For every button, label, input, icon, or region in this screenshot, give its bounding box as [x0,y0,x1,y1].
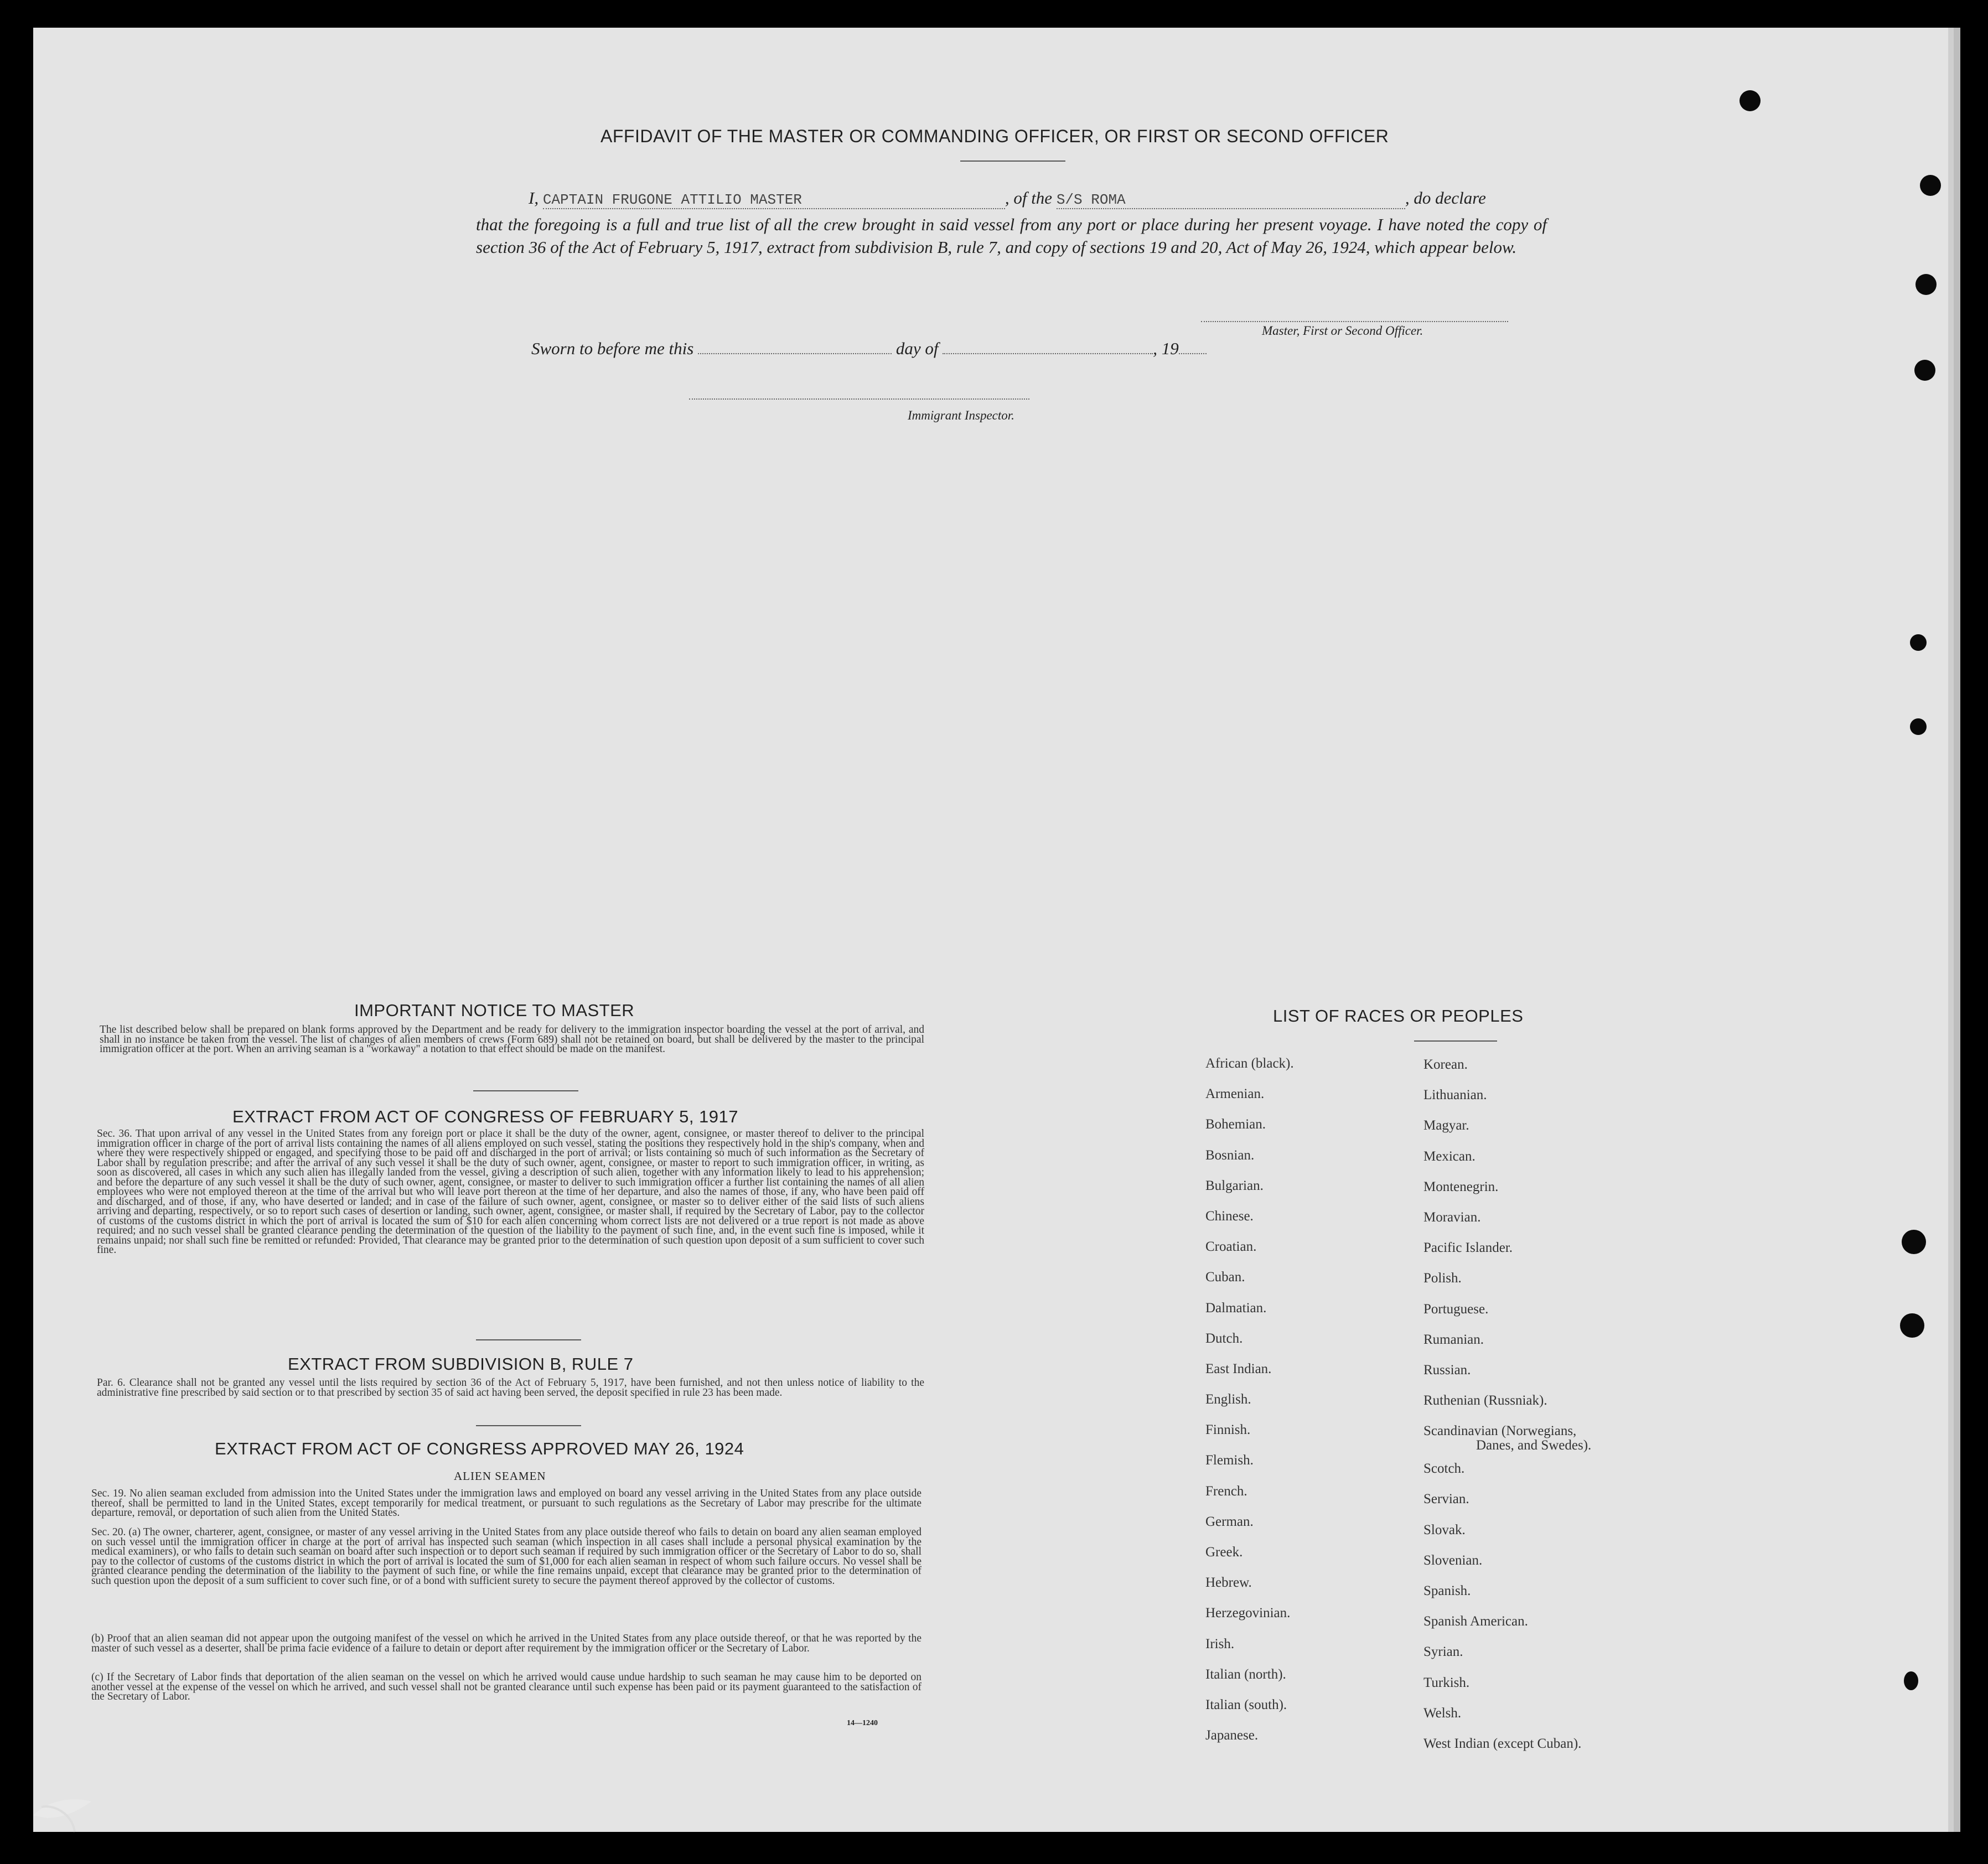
day-of-label: day of [895,339,939,358]
inspector-line[interactable] [689,398,1029,400]
race-item: Japanese. [1205,1728,1259,1743]
binder-hole [1910,634,1927,651]
races-title: LIST OF RACES OR PEOPLES [1273,1006,1524,1026]
do-declare-label: , do declare [1405,188,1486,208]
binder-hole [1915,274,1937,295]
race-item: Danes, and Swedes). [1476,1438,1592,1453]
vessel-name-field[interactable]: S/S ROMA [1057,191,1405,209]
race-item: Korean. [1423,1057,1468,1072]
race-item: Hebrew. [1205,1575,1252,1591]
race-item: German. [1205,1514,1254,1529]
race-item: Mexican. [1423,1148,1476,1164]
affidavit-title: AFFIDAVIT OF THE MASTER OR COMMANDING OFFICER, OR FIRST OR SECOND OFFICER [600,126,1389,146]
scan-artifact [25,1763,119,1840]
race-item: Slovenian. [1423,1552,1483,1568]
race-item: Flemish. [1205,1453,1254,1468]
race-item: English. [1205,1392,1251,1407]
race-item: Moravian. [1423,1209,1481,1225]
binder-hole [1914,360,1935,381]
binder-hole [1900,1313,1924,1338]
race-item: Bulgarian. [1205,1178,1264,1193]
race-item: West Indian (except Cuban). [1423,1736,1582,1751]
notice-title: IMPORTANT NOTICE TO MASTER [354,1001,635,1020]
sworn-day-field[interactable] [698,353,892,354]
master-name-field[interactable]: CAPTAIN FRUGONE ATTILIO MASTER [543,191,1005,209]
extract-1917-title: EXTRACT FROM ACT OF CONGRESS OF FEBRUARY 5, 1917 [232,1107,739,1126]
affidavit-line1 [529,188,1552,209]
race-item: Irish. [1205,1636,1235,1651]
races-right-column [1423,1057,1591,1767]
race-item: African (black). [1205,1056,1294,1071]
binder-hole [1902,1230,1926,1254]
race-item: Bohemian. [1205,1117,1266,1132]
section-rule [473,1090,578,1091]
sworn-month-field[interactable] [943,353,1153,354]
extract-1917-text: Sec. 36. That upon arrival of any vessel in the United States from any foreign port or place it shall be the duty of the owner, agent, consignee, or master thereof to deliver to the principal immigration officer in charge of the port of arrival lists containing the names of all aliens employed on such vessel, stating the positions they respectively hold in the ship's company, when and where they were respectively shipped or engaged, and specifying those to be paid off and discharged in the port of arrival; or lists containing so much of such information as the Secretary of Labor shall by regulation prescribe; and after the arrival of any such vessel it shall be the duty of such owner, agent, consignee, or master to report to such immigration officer, in writing, as soon as discovered, all cases in which any such alien has illegally landed from the vessel, giving a description of such alien, together with any information likely to lead to his apprehension; and before the departure of any such vessel it shall be the duty of such owner, agent, consignee, or master to deliver to such immigration officer a further list containing the names of all alien employees who were not employed thereon at the time of the arrival but who will leave port thereon at the time of her departure, and also the names of those, if any, who have been paid off and discharged, and of those, if any, who have deserted or landed; and in case of the failure of such owner, agent, consignee, or master so to deliver either of the said lists of such aliens arriving and departing, respectively, or so to report such cases of desertion or landing, such owner, agent, consignee, or master shall, if required by the Secretary of Labor, pay to the collector of customs of the customs district in which the port of arrival is located the sum of $10 for each alien concerning whom correct lists are not delivered or a true report is not made as above required; and no such vessel shall be granted clearance pending the determination of the question of the liability to the payment of such fine, and, in the event such fine is imposed, while it remains unpaid; nor shall such fine be remitted or refunded: Provided, That clearance may be granted prior to the determination of such question upon deposit of a sum sufficient to cover such fine. [97,1128,924,1256]
race-item: Armenian. [1205,1086,1265,1102]
race-item: Rumanian. [1423,1332,1484,1347]
race-item: Scotch. [1423,1461,1465,1477]
title-rule [960,160,1065,162]
extract-1924-title: EXTRACT FROM ACT OF CONGRESS APPROVED MAY 26, 1924 [215,1439,744,1458]
race-item: Chinese. [1205,1208,1254,1224]
race-item: Turkish. [1423,1675,1470,1690]
sworn-label: Sworn to before me this [531,339,694,358]
race-item: Bosnian. [1205,1147,1255,1163]
year-label: , 19 [1153,339,1179,358]
race-item: Russian. [1423,1362,1471,1378]
race-item: Italian (north). [1205,1666,1286,1682]
declaration-text: that the foregoing is a full and true list of all the crew brought in said vessel from any port or place during her present voyage. I have noted the copy of section 36 of the Act of February 5, 1917, extract from subdivision B, rule 7, and copy of sections 19 and 20, Act of May 26, 1924, which appear below. [476,215,1547,257]
sec20c-text: (c) If the Secretary of Labor finds that deportation of the alien seaman on the vessel on which he arrived would cause undue hardship to such seaman he may cause him to be deported on another vessel at the expense of the vessel on which he arrived, and such vessel shall not be granted clearance until such expense has been paid or its payment guaranteed to the satisfaction of the Secretary of Labor. [91,1671,921,1702]
inspector-caption: Immigrant Inspector. [908,408,1014,422]
binder-hole [1910,718,1927,735]
sec20b-text: (b) Proof that an alien seaman did not appear upon the outgoing manifest of the vessel on which he arrived in the United States from any place outside thereof, or that he was reported by the master of such vessel as a deserter, shall be prima facie evidence of a failure to detain or deport after requirement by the immigration officer or the Secretary of Labor. [91,1633,921,1654]
race-item: Spanish. [1423,1583,1471,1598]
line1-prefix: I, [529,188,539,208]
sworn-year-field[interactable] [1179,353,1207,354]
form-number: 14—1240 [847,1719,878,1727]
notice-text: The list described below shall be prepared on blank forms approved by the Department and be ready for delivery to the immigration inspector boarding the vessel at the port of arrival, and shall in no instance be taken from the vessel. The list of changes of alien members of crews (Form 689) shall not be retained on board, but shall be delivered by the master to the principal immigration officer at the port. When an arriving seaman is a "workaway" a notation to that effect should be made on the manifest. [100,1024,924,1055]
race-item: Finnish. [1205,1422,1251,1438]
binder-hole [1740,90,1761,111]
race-item: Portuguese. [1423,1301,1489,1317]
race-item: Spanish American. [1423,1614,1528,1629]
race-item: Pacific Islander. [1423,1240,1513,1256]
race-item: Montenegrin. [1423,1179,1499,1194]
race-item: Lithuanian. [1423,1088,1487,1103]
binder-hole [1920,175,1941,196]
race-item: Ruthenian (Russniak). [1423,1393,1547,1409]
binder-hole [1904,1671,1918,1690]
race-item: Cuban. [1205,1270,1245,1285]
race-item: Syrian. [1423,1644,1463,1660]
signature-caption: Master, First or Second Officer. [1262,324,1423,338]
race-item: Scandinavian (Norwegians, [1423,1423,1577,1439]
sec19-text: Sec. 19. No alien seaman excluded from admission into the United States under the immigration laws and employed on board any vessel arriving in the United States from any place outside thereof, shall be permitted to land in the United States, except temporarily for medical treatment, or pursuant to such regulations as the Secretary of Labor may prescribe for the ultimate departure, removal, or deportation of such alien from the United States. [91,1488,921,1519]
race-item: Magyar. [1423,1118,1469,1133]
sworn-line [531,339,1395,359]
race-item: Greek. [1205,1545,1243,1560]
race-item: Polish. [1423,1271,1462,1286]
extract-rule7-title: EXTRACT FROM SUBDIVISION B, RULE 7 [288,1354,634,1374]
race-item: French. [1205,1483,1247,1499]
race-item: Croatian. [1205,1239,1257,1255]
race-item: Herzegovinian. [1205,1606,1291,1621]
race-item: Dalmatian. [1205,1300,1267,1316]
races-rule [1414,1040,1497,1042]
extract-1924-subtitle: ALIEN SEAMEN [454,1469,546,1483]
races-left-column [1205,1056,1294,1758]
race-item: Servian. [1423,1492,1469,1507]
sec20a-text: Sec. 20. (a) The owner, charterer, agent, consignee, or master of any vessel arriving in the United States from any place outside thereof who fails to detain on board any alien seaman employed on such vessel until the immigration officer in charge at the port of arrival has inspected such seaman (which inspection in all cases shall include a personal physical examination by the medical examiners), or who fails to detain such seaman on board after such inspection or to deport such seaman if required by such immigration officer or the Secretary of Labor to do so, shall pay to the collector of customs of the customs district in which the port of arrival is located the sum of $1,000 for each alien seaman in respect of whom such failure occurs. No vessel shall be granted clearance pending the determination of the liability to the payment of such fine, or while the fine remains unpaid, except that clearance may be granted prior to the determination of such question upon the deposit of a sum sufficient to cover such fine, or of a bond with sufficient surety to secure the payment thereof approved by the collector of customs. [91,1526,921,1587]
race-item: Dutch. [1205,1330,1243,1346]
race-item: East Indian. [1205,1361,1272,1376]
race-item: Welsh. [1423,1705,1462,1721]
section-rule [476,1425,581,1426]
section-rule [476,1339,581,1340]
signature-line[interactable] [1201,321,1508,322]
race-item: Italian (south). [1205,1697,1287,1712]
race-item: Slovak. [1423,1522,1466,1537]
of-the-label: , of the [1005,188,1053,208]
extract-rule7-text: Par. 6. Clearance shall not be granted any vessel until the lists required by section 36 of the Act of February 5, 1917, have been furnished, and not then unless notice of liability to the administrative fine prescribed by said section or to that prescribed by section 35 of said act having been served, the deposit specified in rule 23 has been made. [97,1377,924,1399]
